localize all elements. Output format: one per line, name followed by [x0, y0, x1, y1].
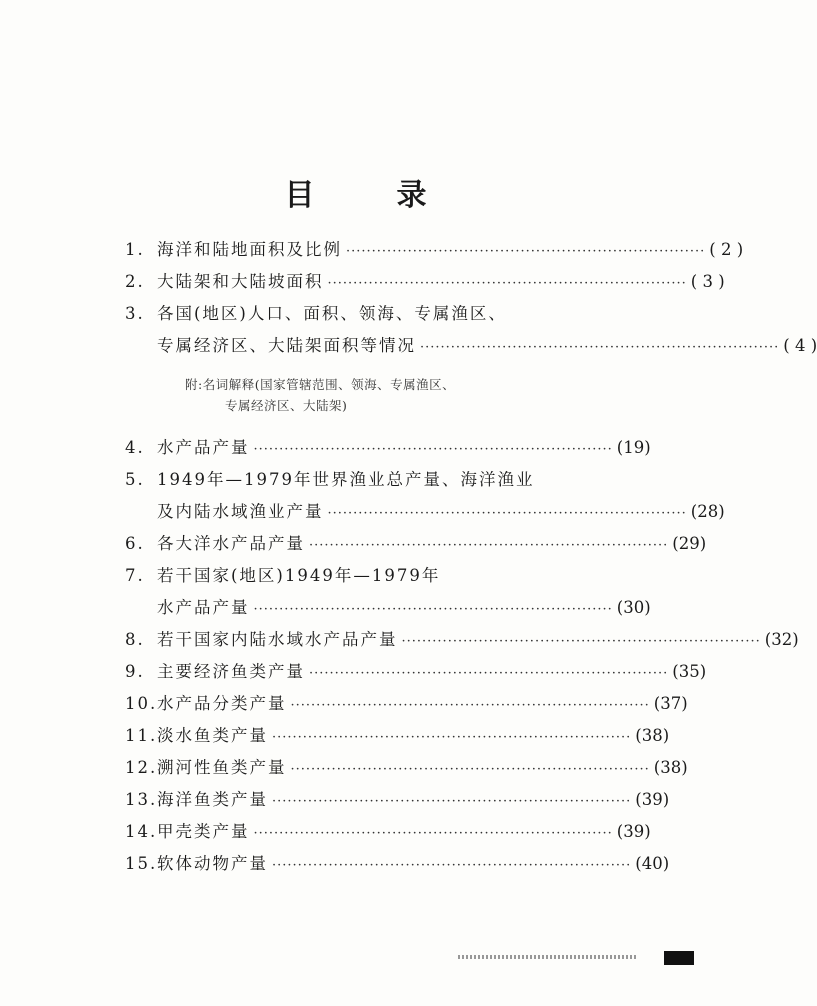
entry-number: 11.: [125, 726, 158, 745]
entry-page: ( 4 ): [783, 336, 817, 355]
scan-artifact-footer: [458, 955, 638, 959]
entry-title: 若干国家(地区)1949年—1979年: [157, 566, 441, 585]
entry-page: (39): [616, 822, 651, 841]
entry-number: 10.: [125, 694, 158, 713]
entry-title: 1949年—1979年世界渔业总产量、海洋渔业: [157, 470, 535, 489]
table-of-contents: [125, 236, 817, 882]
toc-entry-14[interactable]: [125, 818, 651, 850]
entry-number: 14.: [125, 822, 158, 841]
title-char-1: 目: [284, 178, 317, 213]
toc-entry-3-cont[interactable]: [125, 332, 817, 364]
toc-entry-12[interactable]: [125, 754, 688, 786]
dot-leader: ······································································: [272, 858, 632, 873]
entry-page: (40): [635, 854, 670, 873]
entry-number: 9.: [125, 662, 145, 681]
toc-entry-4[interactable]: [125, 434, 651, 466]
entry-title: 甲壳类产量: [157, 822, 250, 841]
entry-number: 4.: [125, 438, 145, 457]
page-title: [0, 170, 713, 214]
entry-page: (39): [635, 790, 670, 809]
entry-page: (35): [672, 662, 707, 681]
entry-number: 12.: [125, 758, 158, 777]
entry-page: (28): [690, 502, 725, 521]
dot-leader: ······································································: [253, 442, 613, 457]
entry-number: 5.: [125, 470, 145, 489]
entry-title: 各国(地区)人口、面积、领海、专属渔区、: [157, 304, 507, 323]
dot-leader: ······································································: [309, 666, 669, 681]
dot-leader: ······································································: [253, 602, 613, 617]
toc-entry-1[interactable]: [125, 236, 744, 268]
entry-title: 主要经济鱼类产量: [157, 662, 305, 681]
dot-leader: ······································································: [253, 826, 613, 841]
entry-page: ( 2 ): [709, 240, 744, 259]
dot-leader: ······································································: [327, 506, 687, 521]
entry-title: 水产品产量: [157, 598, 250, 617]
entry-number: 13.: [125, 790, 158, 809]
entry-number: 15.: [125, 854, 158, 873]
note-block: [125, 364, 580, 434]
toc-entry-2[interactable]: [125, 268, 725, 300]
entry-title: 若干国家内陆水域水产品产量: [157, 630, 398, 649]
dot-leader: ······································································: [290, 698, 650, 713]
entry-title: 大陆架和大陆坡面积: [157, 272, 324, 291]
entry-number: 2.: [125, 272, 145, 291]
dot-leader: ······································································: [420, 340, 780, 355]
toc-entry-9[interactable]: [125, 658, 707, 690]
dot-leader: ······································································: [290, 762, 650, 777]
dot-leader: ······································································: [272, 730, 632, 745]
toc-entry-10[interactable]: [125, 690, 688, 722]
toc-entry-5[interactable]: [125, 466, 580, 498]
entry-title: 各大洋水产品产量: [157, 534, 305, 553]
entry-title: 水产品分类产量: [157, 694, 287, 713]
entry-page: ( 3 ): [690, 272, 725, 291]
toc-entry-5-cont[interactable]: [125, 498, 725, 530]
entry-page: (37): [653, 694, 688, 713]
entry-page: (38): [635, 726, 670, 745]
toc-entry-6[interactable]: [125, 530, 707, 562]
dot-leader: ······································································: [346, 244, 706, 259]
entry-page: (29): [672, 534, 707, 553]
entry-number: 8.: [125, 630, 145, 649]
toc-entry-8[interactable]: [125, 626, 799, 658]
dot-leader: ······································································: [272, 794, 632, 809]
entry-title: 及内陆水域渔业产量: [157, 502, 324, 521]
entry-title: 水产品产量: [157, 438, 250, 457]
entry-title: 海洋鱼类产量: [157, 790, 268, 809]
page-corner-mark: [664, 951, 694, 965]
entry-title: 溯河性鱼类产量: [157, 758, 287, 777]
entry-number: 1.: [125, 240, 145, 259]
entry-page: (38): [653, 758, 688, 777]
entry-title: 淡水鱼类产量: [157, 726, 268, 745]
entry-page: (30): [616, 598, 651, 617]
title-char-2: 录: [396, 178, 429, 213]
entry-title: 海洋和陆地面积及比例: [157, 240, 342, 259]
entry-number: 3.: [125, 304, 145, 323]
note-line-2: 专属经济区、大陆架): [225, 398, 348, 413]
toc-entry-7-cont[interactable]: [125, 594, 651, 626]
entry-title: 专属经济区、大陆架面积等情况: [157, 336, 416, 355]
dot-leader: ······································································: [327, 276, 687, 291]
toc-entry-13[interactable]: [125, 786, 670, 818]
toc-entry-15[interactable]: [125, 850, 670, 882]
note-line-1: 附:名词解释(国家管辖范围、领海、专属渔区、: [185, 377, 456, 392]
entry-page: (19): [616, 438, 651, 457]
toc-entry-11[interactable]: [125, 722, 670, 754]
entry-page: (32): [764, 630, 799, 649]
entry-title: 软体动物产量: [157, 854, 268, 873]
toc-entry-7[interactable]: [125, 562, 580, 594]
entry-number: 6.: [125, 534, 145, 553]
dot-leader: ······································································: [401, 634, 761, 649]
entry-number: 7.: [125, 566, 145, 585]
toc-entry-3[interactable]: [125, 300, 580, 332]
dot-leader: ······································································: [309, 538, 669, 553]
